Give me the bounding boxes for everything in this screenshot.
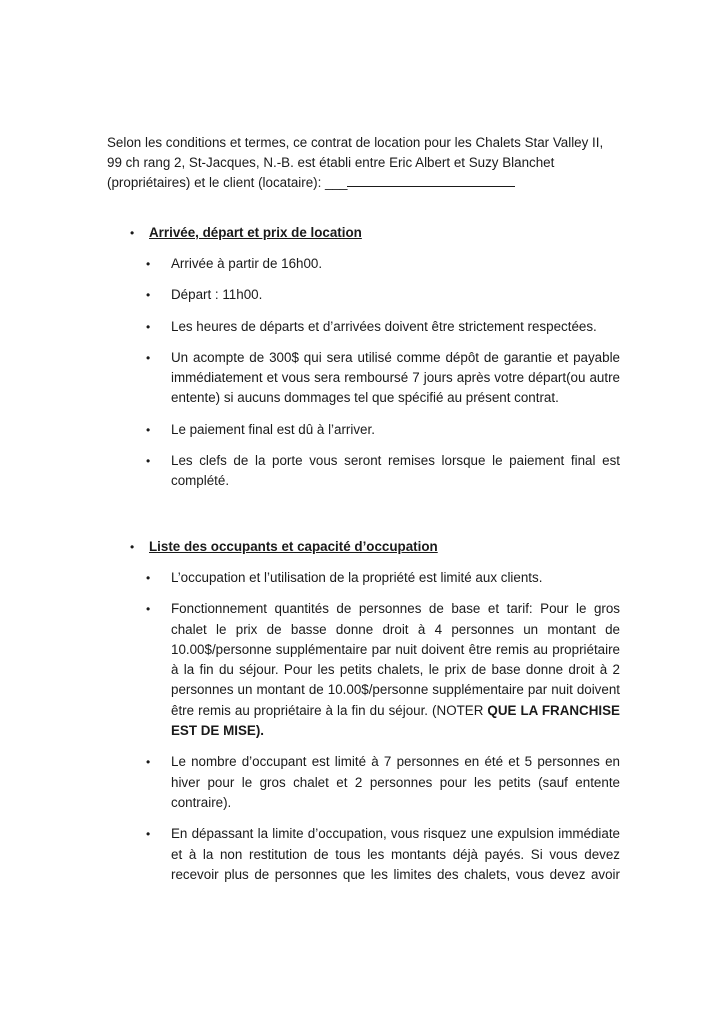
list-item <box>146 568 620 588</box>
section-title: Arrivée, départ et prix de location <box>149 225 362 240</box>
bullet-icon: • <box>146 827 151 842</box>
list-item-text <box>171 599 620 741</box>
list-item-text: En dépassant la limite d’occupation, vous risquez une expulsion immédiate et à la non restitution de tous les montants déjà payés. Si vous devez recevoir plus de personnes que les limites des chalets, vous devez avoir <box>171 826 620 882</box>
bullet-icon: • <box>130 226 135 240</box>
section-arrival-departure <box>130 223 620 492</box>
list-item <box>146 451 620 492</box>
list-item-text: L’occupation et l’utilisation de la propriété est limité aux clients. <box>171 570 543 585</box>
intro-paragraph <box>107 133 619 193</box>
list-item <box>146 254 620 274</box>
section-list <box>146 568 620 885</box>
client-name-blank <box>347 174 515 187</box>
list-item <box>146 348 620 409</box>
bullet-icon: • <box>146 319 151 334</box>
bullet-icon: • <box>146 755 151 770</box>
bullet-icon: • <box>146 257 151 271</box>
bullet-icon: • <box>146 602 151 617</box>
bullet-icon: • <box>146 350 151 365</box>
list-item <box>146 420 620 440</box>
section-list <box>146 254 620 492</box>
list-item <box>146 599 620 741</box>
pricing-text: Fonctionnement quantités de personnes de base et tarif: Pour le gros chalet le prix de basse donne droit à 4 personnes un montant de 10.00$/personne supplémentaire par nuit doivent être remis au propriétaire à la fin du séjour. Pour les petits chalets, le prix de base donne droit à 2 personnes un montant de 10.00$/personne supplémentaire par nuit doivent être remis au propriétaire à la fin du séjour. (NOTER <box>171 601 620 718</box>
bullet-icon: • <box>146 288 151 303</box>
section-heading <box>130 223 620 243</box>
section-occupants <box>130 537 620 885</box>
list-item <box>146 317 620 337</box>
list-item <box>146 752 620 813</box>
bullet-icon: • <box>146 422 151 437</box>
bullet-icon: • <box>146 454 151 469</box>
section-title: Liste des occupants et capacité d’occupation <box>149 539 438 554</box>
list-item-text: Un acompte de 300$ qui sera utilisé comme dépôt de garantie et payable immédiatement et vous sera remboursé 7 jours après votre départ(ou autre entente) si aucuns dommages tel que spécifié au présent contrat. <box>171 349 620 406</box>
bullet-icon: • <box>146 571 151 585</box>
list-item-text: Départ : 11h00. <box>171 287 263 303</box>
list-item-text: Les heures de départs et d’arrivées doivent être strictement respectées. <box>171 318 597 334</box>
list-item <box>146 285 620 305</box>
list-item-text: Le paiement final est dû à l’arriver. <box>171 421 375 437</box>
franchise-note: QUE LA FRANCHISE EST DE MISE). <box>171 702 620 739</box>
section-heading <box>130 537 620 557</box>
bullet-icon: • <box>130 540 135 554</box>
list-item <box>146 824 620 885</box>
list-item-text: Les clefs de la porte vous seront remises lorsque le paiement final est complété. <box>171 453 620 489</box>
list-item-text: Arrivée à partir de 16h00. <box>171 256 323 271</box>
list-item-text: Le nombre d’occupant est limité à 7 personnes en été et 5 personnes en hiver pour le gros chalet et 2 personnes pour les petits (sauf entente contraire). <box>171 754 620 810</box>
intro-text: Selon les conditions et termes, ce contrat de location pour les Chalets Star Valley II, 99 ch rang 2, St-Jacques, N.-B. est établi entre Eric Albert et Suzy Blanchet (propriétaires) et le client (locataire): ___ <box>107 135 604 190</box>
